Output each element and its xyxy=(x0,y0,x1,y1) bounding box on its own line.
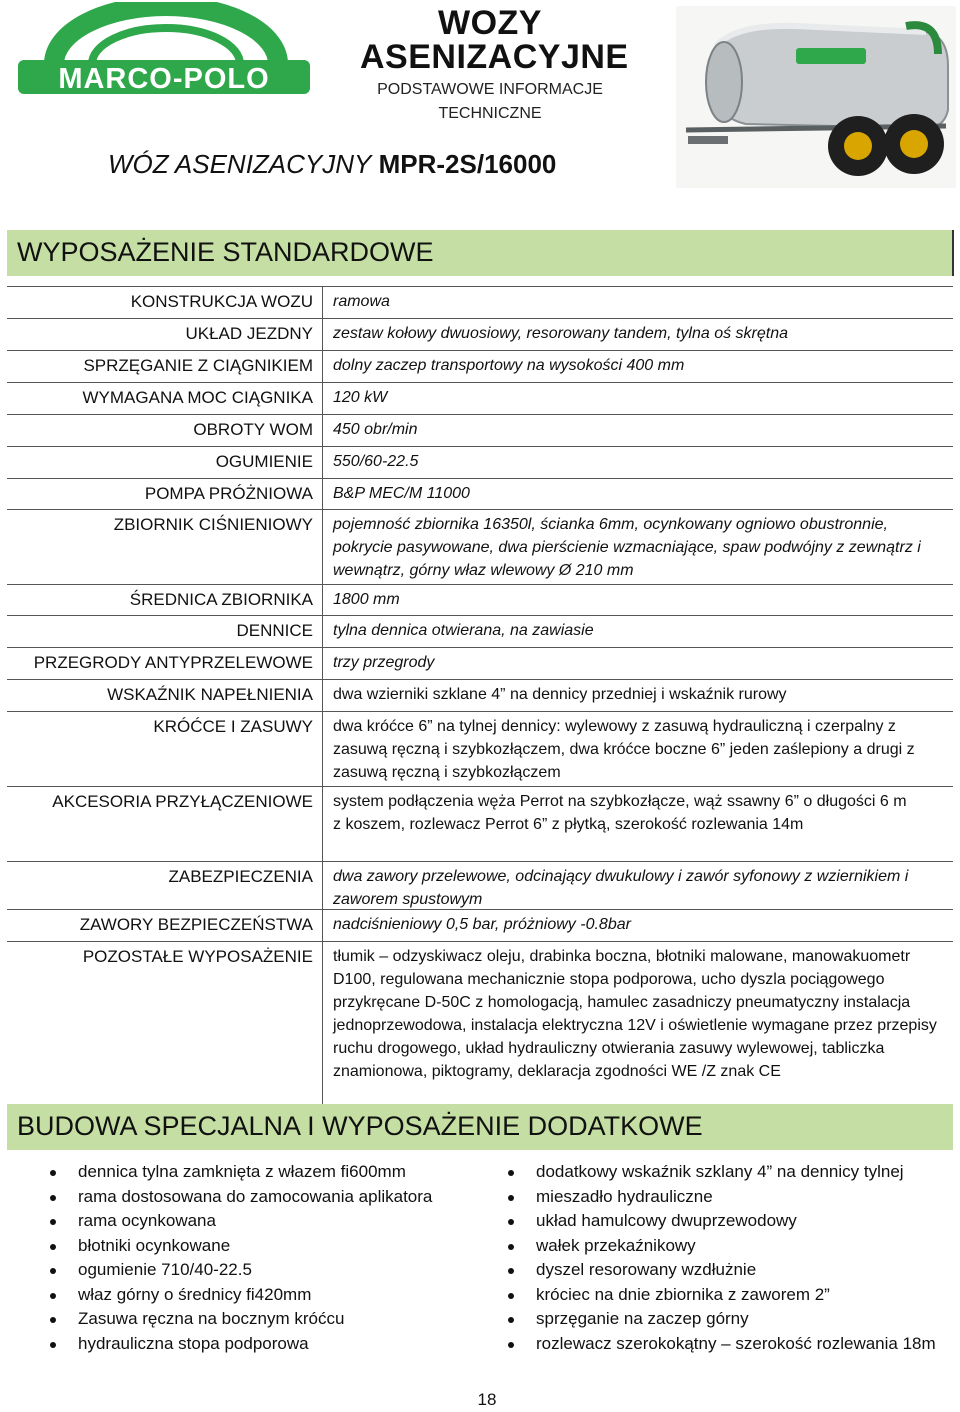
document-title xyxy=(360,4,629,126)
spec-row xyxy=(7,941,953,1111)
spec-key: AKCESORIA PRZYŁĄCZENIOWE xyxy=(7,787,323,861)
spec-key: POZOSTAŁE WYPOSAŻENIE xyxy=(7,942,323,1110)
list-item: układ hamulcowy dwuprzewodowy xyxy=(508,1209,958,1234)
spec-key: POMPA PRÓŻNIOWA xyxy=(7,479,323,509)
spec-row xyxy=(7,909,953,941)
spec-value: 1800 mm xyxy=(333,591,400,608)
spec-key: DENNICE xyxy=(7,616,323,647)
spec-value-line: system podłączenia węża Perrot na szybkozłącze, wąż ssawny 6” o długości 6 m xyxy=(333,793,907,810)
spec-value: nadciśnieniowy 0,5 bar, próżniowy -0.8bar xyxy=(333,916,631,933)
spec-row xyxy=(7,446,953,478)
spec-key: SPRZĘGANIE Z CIĄGNIKIEM xyxy=(7,351,323,382)
list-item: Zasuwa ręczna na bocznym króćcu xyxy=(50,1307,470,1332)
spec-key: OGUMIENIE xyxy=(7,447,323,478)
svg-text:MARCO-POLO: MARCO-POLO xyxy=(58,63,270,95)
spec-value: zestaw kołowy dwuosiowy, resorowany tandem, tylna oś skrętna xyxy=(333,325,789,342)
spec-row xyxy=(7,861,953,909)
model-label: WÓZ ASENIZACYJNY xyxy=(108,149,372,179)
list-item: króciec na dnie zbiornika z zaworem 2” xyxy=(508,1283,958,1308)
model-line xyxy=(108,146,556,182)
list-item: błotniki ocynkowane xyxy=(50,1234,470,1259)
spec-row xyxy=(7,615,953,647)
spec-value: pojemność zbiornika 16350l, ścianka 6mm, ocynkowany ogniowo obustronnie, pokrycie pasywowane, dwa pierścienie wzmacniające, spaw podwójny z zewnątrz i wewnątrz, górny właz wlewowy Ø 210 mm xyxy=(333,516,921,579)
spec-value: B&P MEC/M 11000 xyxy=(333,485,470,502)
spec-value: trzy przegrody xyxy=(333,654,435,671)
list-item: hydrauliczna stopa podporowa xyxy=(50,1332,470,1357)
spec-value: ramowa xyxy=(333,293,390,310)
spec-row xyxy=(7,509,953,584)
spec-row xyxy=(7,679,953,711)
spec-value: 550/60-22.5 xyxy=(333,453,419,470)
spec-row xyxy=(7,286,953,318)
list-item: mieszadło hydrauliczne xyxy=(508,1185,958,1210)
list-item: sprzęganie na zaczep górny xyxy=(508,1307,958,1332)
spec-key: ZAWORY BEZPIECZEŃSTWA xyxy=(7,910,323,941)
spec-key: WSKAŹNIK NAPEŁNIENIA xyxy=(7,680,323,711)
standard-equipment-heading: WYPOSAŻENIE STANDARDOWE xyxy=(7,230,953,276)
list-item: dennica tylna zamknięta z włazem fi600mm xyxy=(50,1160,470,1185)
spec-key: ZABEZPIECZENIA xyxy=(7,862,323,909)
spec-row xyxy=(7,318,953,350)
spec-value: dwa króćce 6” na tylnej dennicy: wylewowy z zasuwą hydrauliczną i czerpalny z zasuwą ręczną i szybkozłączem, dwa króćce boczne 6” jeden zaślepiony a drugi z zasuwą ręczną i szybkozłączem xyxy=(333,718,915,781)
spec-value: tylna dennica otwierana, na zawiasie xyxy=(333,622,594,639)
model-code: MPR-2S/16000 xyxy=(378,149,557,179)
list-item: rama dostosowana do zamocowania aplikatora xyxy=(50,1185,470,1210)
spec-key: ŚREDNICA ZBIORNIKA xyxy=(7,585,323,615)
spec-row xyxy=(7,786,953,861)
spec-row xyxy=(7,382,953,414)
slurry-tanker-photo xyxy=(676,6,956,188)
spec-value: 450 obr/min xyxy=(333,421,418,438)
spec-key: ZBIORNIK CIŚNIENIOWY xyxy=(7,510,323,584)
special-equipment-heading: BUDOWA SPECJALNA I WYPOSAŻENIE DODATKOWE xyxy=(7,1104,953,1150)
spec-row xyxy=(7,350,953,382)
list-item: ogumienie 710/40-22.5 xyxy=(50,1258,470,1283)
list-item: dodatkowy wskaźnik szklany 4” na dennicy tylnej xyxy=(508,1160,958,1185)
spec-row xyxy=(7,584,953,615)
spec-row xyxy=(7,478,953,509)
spec-value-line: z koszem, rozlewacz Perrot 6” z płytką, szerokość rozlewania 14m xyxy=(333,816,804,833)
marco-polo-logo xyxy=(14,2,314,98)
spec-key: KRÓĆCE I ZASUWY xyxy=(7,712,323,786)
spec-value: dolny zaczep transportowy na wysokości 400 mm xyxy=(333,357,685,374)
title-sub: PODSTAWOWE INFORMACJE TECHNICZNE xyxy=(377,81,603,122)
spec-key: PRZEGRODY ANTYPRZELEWOWE xyxy=(7,648,323,679)
spec-key: UKŁAD JEZDNY xyxy=(7,319,323,350)
spec-value: 120 kW xyxy=(333,389,388,406)
spec-value xyxy=(323,787,953,861)
list-item: wałek przekaźnikowy xyxy=(508,1234,958,1259)
title-main: WOZY ASENIZACYJNE xyxy=(360,4,629,76)
spec-row xyxy=(7,647,953,679)
spec-key: KONSTRUKCJA WOZU xyxy=(7,287,323,318)
spec-value: dwa wzierniki szklane 4” na dennicy przedniej i wskaźnik rurowy xyxy=(333,686,787,703)
options-left-column xyxy=(50,1160,470,1356)
spec-value: dwa zawory przelewowe, odcinający dwukulowy i zawór syfonowy z wziernikiem i zaworem spustowym xyxy=(333,868,909,908)
list-item: rozlewacz szerokokątny – szerokość rozlewania 18m xyxy=(508,1332,958,1357)
spec-key: WYMAGANA MOC CIĄGNIKA xyxy=(7,383,323,414)
list-item: rama ocynkowana xyxy=(50,1209,470,1234)
spec-row xyxy=(7,414,953,446)
spec-row xyxy=(7,711,953,786)
list-item: właz górny o średnicy fi420mm xyxy=(50,1283,470,1308)
spec-value: tłumik – odzyskiwacz oleju, drabinka boczna, błotniki malowane, manowakuometr D100, regulowana mechanicznie stopa podporowa, ucho dyszla pociągowego przykręcane D-50C z homologacją, hamulec zasadniczy pneumatyczny instalacja jednoprzewodowa, instalacja elektryczna 12V i oświetlenie wymagane przez przepisy ruchu drogowego, układ hydrauliczny otwierania zasuwy wylewowej, tabliczka znamionowa, piktogramy, deklaracja zgodności WE /Z znak CE xyxy=(333,948,937,1080)
list-item: dyszel resorowany wzdłużnie xyxy=(508,1258,958,1283)
spec-key: OBROTY WOM xyxy=(7,415,323,446)
spec-table xyxy=(7,286,953,1111)
page-number: 18 xyxy=(477,1390,497,1409)
options-right-column xyxy=(508,1160,958,1356)
